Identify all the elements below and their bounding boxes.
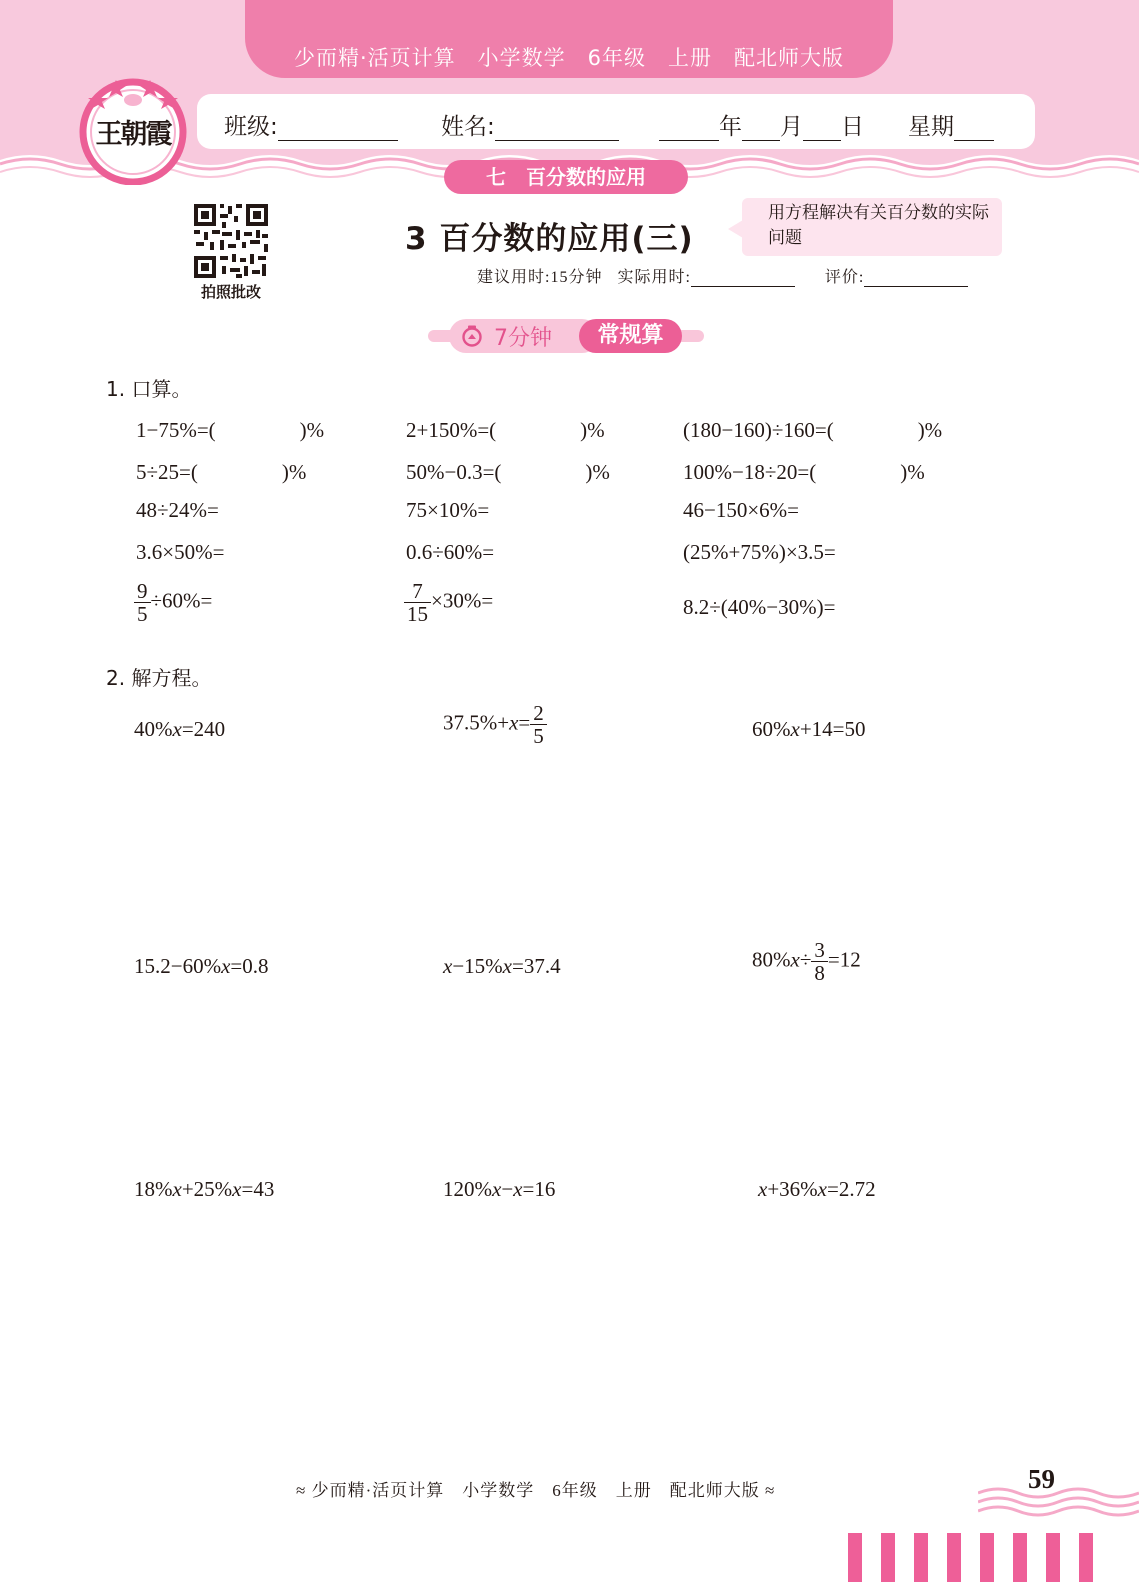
mental-calc-item: 50%−0.3=( )% [406,460,610,484]
class-field[interactable] [224,108,398,141]
month-label: 月 [780,114,803,140]
question-2-heading: 2. 解方程。 [106,666,212,690]
footer-stripe [1046,1533,1060,1582]
date-field[interactable] [659,108,864,141]
weekday-label: 星期 [908,114,954,140]
name-field[interactable] [441,108,619,141]
goal-pointer [728,220,743,238]
equation-item: 120%x−x=16 [443,1177,556,1201]
mental-calc-item: (180−160)÷160=( )% [683,418,943,442]
fraction: $\frac{3}{8}$ [811,939,828,984]
section-tag: 常规算 [579,319,682,353]
year-label: 年 [719,114,742,140]
class-blank[interactable] [278,118,398,141]
footer-stripe [1079,1533,1093,1582]
equation-item: 60%x+14=50 [752,717,866,741]
weekday-blank[interactable] [954,118,994,141]
mental-calc-item: 3.6×50%= [136,540,225,564]
year-blank[interactable] [659,118,719,141]
footer-stripe [848,1533,862,1582]
unit-title: 七 百分数的应用 [444,160,688,194]
footer-stripe [980,1533,994,1582]
mental-calc-item: 46−150×6%= [683,498,800,522]
lesson-title: 3 百分数的应用(三) [405,221,694,257]
mental-calc-item: (25%+75%)×3.5= [683,540,836,564]
class-label: 班级: [224,114,278,140]
fraction: $\frac{7}{15}$ [404,580,431,625]
suggested-time: 建议用时:15分钟 [477,269,603,286]
page-number: 59 [1028,1464,1055,1494]
mental-calc-item: $\frac{9}{5}$ ÷60%= [134,580,212,625]
equation-item: 37.5%+x= $\frac{2}{5}$ [443,702,547,747]
month-blank[interactable] [742,118,780,141]
equation-item: 80%x÷ $\frac{3}{8}$ =12 [752,938,861,986]
weekday-field[interactable] [908,108,994,141]
footer-stripe [881,1533,895,1582]
question-1-heading: 1. 口算。 [106,377,192,401]
name-label: 姓名: [441,114,495,140]
mental-calc-item: 48÷24%= [136,498,219,522]
footer-stripe [947,1533,961,1582]
footer-wave-decoration [978,1485,1139,1520]
footer-stripe [914,1533,928,1582]
mental-calc-item: 100%−18÷20=( )% [683,460,925,484]
equation-item: 40%x=240 [134,717,226,741]
logo-text: 王朝霞 [95,119,171,150]
equation-item: x−15%x=37.4 [443,954,561,978]
mental-calc-item: $\frac{7}{15}$ ×30%= [404,580,493,625]
qr-code-icon[interactable] [192,202,270,280]
footer-series-text: ≈ 少而精·活页计算 小学数学 6年级 上册 配北师大版 ≈ [296,1481,776,1500]
mental-calc-item: 1−75%=( )% [136,418,325,442]
learning-goal-text: 用方程解决有关百分数的实际问题 [768,203,989,248]
actual-time-label: 实际用时: [617,269,691,286]
clock-icon [461,325,483,347]
name-blank[interactable] [495,118,619,141]
qr-caption: 拍照批改 [200,283,261,301]
footer-stripe [1013,1533,1027,1582]
equation-item: 18%x+25%x=43 [134,1177,275,1201]
mental-calc-item: 2+150%=( )% [406,418,605,442]
mental-calc-item: 8.2÷(40%−30%)= [683,595,836,619]
day-label: 日 [841,114,864,140]
mental-calc-item: 75×10%= [406,498,490,522]
actual-time-blank[interactable] [691,268,795,287]
equation-item: x+36%x=2.72 [758,1177,876,1201]
evaluation-blank[interactable] [864,268,968,287]
fraction: $\frac{2}{5}$ [530,702,547,747]
mental-calc-item: 0.6÷60%= [406,540,495,564]
evaluation-label: 评价: [824,269,865,286]
time-row [477,264,968,287]
day-blank[interactable] [803,118,841,141]
equation-item: 15.2−60%x=0.8 [134,954,269,978]
mental-calc-item: 5÷25=( )% [136,460,307,484]
section-time: 7分钟 [494,326,552,351]
series-title: 少而精·活页计算 小学数学 6年级 上册 配北师大版 [293,46,845,70]
fraction: $\frac{9}{5}$ [134,580,151,625]
